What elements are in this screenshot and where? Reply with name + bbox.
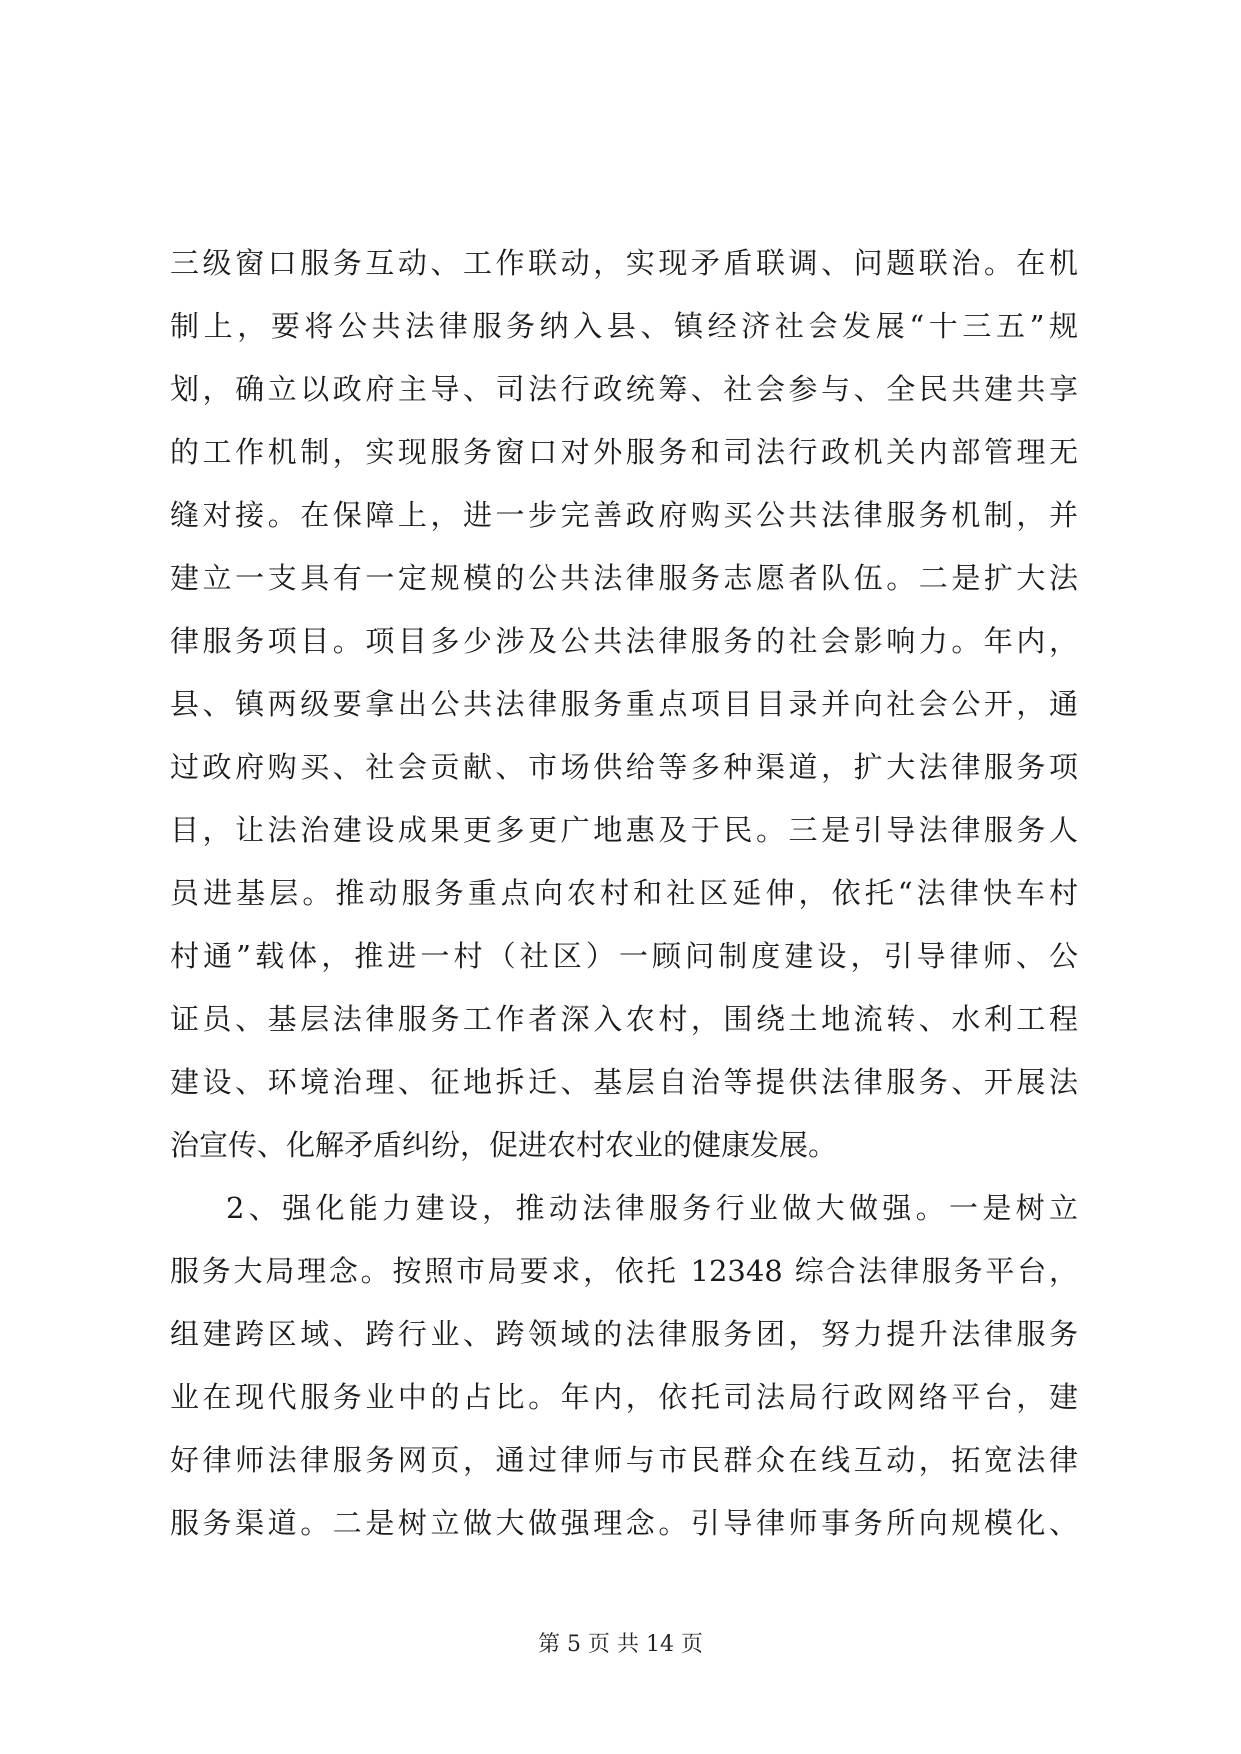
text-line: 三级窗口服务互动、工作联动，实现矛盾联调、问题联治。在机 (170, 246, 1078, 280)
paragraph-start-line: 2、强化能力建设，推动法律服务行业做大做强。一是树立 (226, 1191, 1078, 1225)
text-line: 业在现代服务业中的占比。年内，依托司法局行政网络平台，建 (170, 1380, 1078, 1414)
text-line: 治宣传、化解矛盾纠纷，促进农村农业的健康发展。 (170, 1128, 838, 1162)
text-line: 划，确立以政府主导、司法行政统筹、社会参与、全民共建共享 (170, 372, 1078, 406)
text-line: 村通”载体，推进一村（社区）一顾问制度建设，引导律师、公 (170, 939, 1078, 973)
page-footer (0, 1630, 1241, 1660)
text-line: 组建跨区域、跨行业、跨领域的法律服务团，努力提升法律服务 (170, 1317, 1078, 1351)
text-line: 过政府购买、社会贡献、市场供给等多种渠道，扩大法律服务项 (170, 750, 1078, 784)
text-line: 证员、基层法律服务工作者深入农村，围绕土地流转、水利工程 (170, 1002, 1078, 1036)
text-line: 好律师法律服务网页，通过律师与市民群众在线互动，拓宽法律 (170, 1443, 1078, 1477)
text-line: 服务渠道。二是树立做大做强理念。引导律师事务所向规模化、 (170, 1506, 1078, 1540)
text-line: 的工作机制，实现服务窗口对外服务和司法行政机关内部管理无 (170, 435, 1078, 469)
body-text (170, 232, 1078, 1555)
page-number: 第 5 页 共 14 页 (538, 1632, 703, 1657)
text-line: 服务大局理念。按照市局要求，依托 12348 综合法律服务平台， (170, 1254, 1078, 1288)
text-line: 建立一支具有一定规模的公共法律服务志愿者队伍。二是扩大法 (170, 561, 1078, 595)
text-line: 制上，要将公共法律服务纳入县、镇经济社会发展“十三五”规 (170, 309, 1078, 343)
text-line: 律服务项目。项目多少涉及公共法律服务的社会影响力。年内， (170, 624, 1078, 658)
text-line: 县、镇两级要拿出公共法律服务重点项目目录并向社会公开，通 (170, 687, 1078, 721)
text-line: 目，让法治建设成果更多更广地惠及于民。三是引导法律服务人 (170, 813, 1078, 847)
text-line: 员进基层。推动服务重点向农村和社区延伸，依托“法律快车村 (170, 876, 1078, 910)
text-line: 建设、环境治理、征地拆迁、基层自治等提供法律服务、开展法 (170, 1065, 1078, 1099)
text-line: 缝对接。在保障上，进一步完善政府购买公共法律服务机制，并 (170, 498, 1078, 532)
